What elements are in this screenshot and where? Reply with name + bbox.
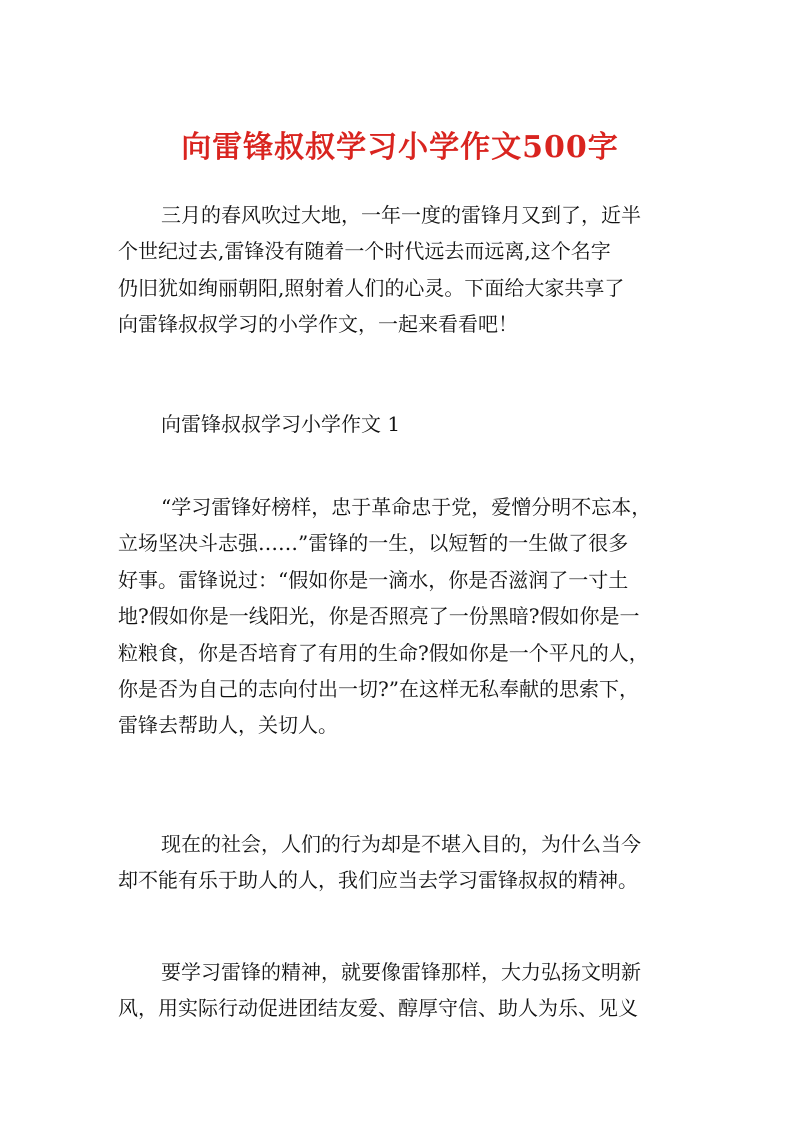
paragraph-line: 好事。雷锋说过：“假如你是一滴水，你是否滋润了一寸土 <box>118 567 629 592</box>
paragraph-line: 现在的社会，人们的行为却是不堪入目的，为什么当今 <box>161 832 641 856</box>
essay-subheading <box>118 406 688 442</box>
essay-paragraph-3 <box>118 954 688 1027</box>
paragraph-line: 个世纪过去,雷锋没有随着一个时代远去而远离,这个名字 <box>118 239 611 264</box>
paragraph-line: 粒粮食，你是否培育了有用的生命?假如你是一个平凡的人， <box>118 640 649 665</box>
essay-paragraph-2 <box>118 826 688 899</box>
intro-paragraph <box>118 197 688 343</box>
paragraph-line: 雷锋去帮助人，关切人。 <box>118 713 338 738</box>
paragraph-line: 仍旧犹如绚丽朝阳,照射着人们的心灵。下面给大家共享了 <box>118 275 625 300</box>
paragraph-line: 风，用实际行动促进团结友爱、醇厚守信、助人为乐、见义 <box>118 996 638 1021</box>
paragraph-line: 地?假如你是一线阳光，你是否照亮了一份黑暗?假如你是一 <box>118 604 640 629</box>
essay-paragraph-1 <box>118 489 688 744</box>
paragraph-line: 三月的春风吹过大地，一年一度的雷锋月又到了，近半 <box>161 203 641 227</box>
paragraph-line: 立场坚决斗志强……”雷锋的一生，以短暂的一生做了很多 <box>118 531 629 556</box>
paragraph-line: 要学习雷锋的精神，就要像雷锋那样，大力弘扬文明新 <box>161 960 641 984</box>
paragraph-line: 向雷锋叔叔学习的小学作文，一起来看看吧！ <box>118 312 518 337</box>
paragraph-line: “学习雷锋好榜样，忠于革命忠于党，爱憎分明不忘本， <box>161 495 652 519</box>
document-title: 向雷锋叔叔学习小学作文500字 <box>181 130 619 165</box>
subheading-line: 向雷锋叔叔学习小学作文 1 <box>161 412 401 436</box>
paragraph-line: 却不能有乐于助人的人，我们应当去学习雷锋叔叔的精神。 <box>118 868 638 893</box>
paragraph-line: 你是否为自己的志向付出一切?”在这样无私奉献的思索下， <box>118 676 639 701</box>
